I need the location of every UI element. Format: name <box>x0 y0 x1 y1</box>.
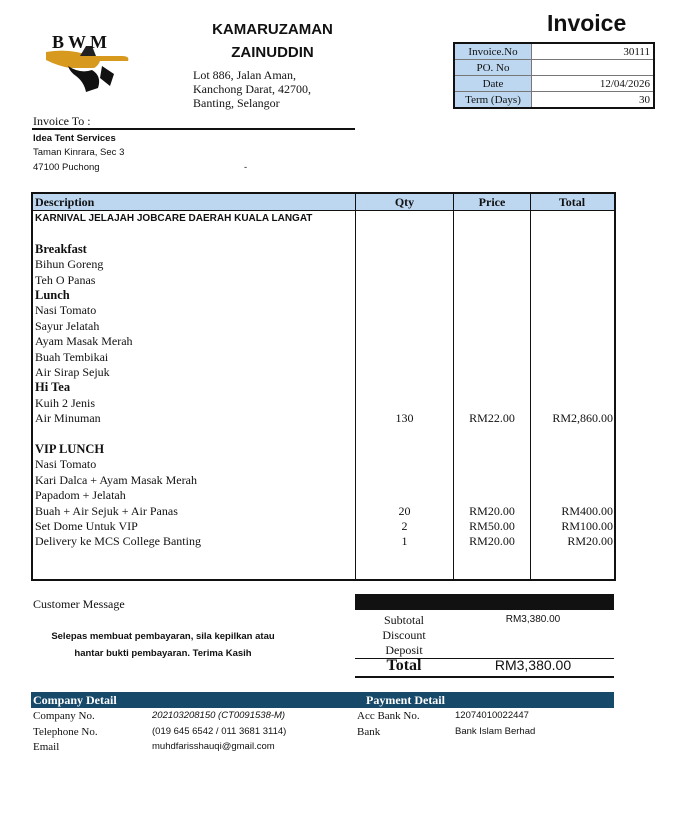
customer-message-label: Customer Message <box>33 597 125 611</box>
qty-cell: 1 <box>401 534 408 549</box>
total-cell: RM100.00 <box>561 519 613 533</box>
bank-value: Bank Islam Berhad <box>455 726 536 737</box>
items-table <box>31 192 616 581</box>
table-row <box>33 427 614 442</box>
table-row <box>33 457 614 472</box>
discount-label: Discount <box>382 628 426 642</box>
total-value: RM3,380.00 <box>494 657 572 673</box>
table-row <box>33 211 614 226</box>
address-line: Kanchong Darat, 42700, <box>193 82 311 96</box>
payment-detail-header: Payment Detail <box>366 693 445 707</box>
header-qty: Qty <box>394 195 415 209</box>
meta-label: Date <box>454 76 532 92</box>
table-row <box>33 242 614 257</box>
total-cell: RM400.00 <box>561 503 613 518</box>
subtotal-label: Subtotal <box>383 613 424 627</box>
qty-cell: 2 <box>401 519 408 533</box>
total-label: Total <box>386 657 422 674</box>
acc-bank-label: Acc Bank No. <box>357 710 420 722</box>
divider <box>355 676 614 678</box>
telephone-label: Telephone No. <box>33 726 98 738</box>
total-cell: RM20.00 <box>567 534 613 549</box>
customer-name: Idea Tent Services <box>33 133 116 144</box>
company-address <box>193 68 311 110</box>
qty-cell: 20 <box>398 503 411 518</box>
header-description: Description <box>35 195 95 209</box>
table-row <box>33 334 614 349</box>
invoice-to-label: Invoice To : <box>33 114 91 128</box>
company-no-label: Company No. <box>33 710 95 722</box>
table-row <box>33 350 614 365</box>
customer-mark: - <box>244 162 248 173</box>
table-row <box>33 488 614 503</box>
description-cell: Buah + Air Sejuk + Air Panas <box>35 503 178 518</box>
qty-cell: 130 <box>395 411 414 426</box>
subtotal-value: RM3,380.00 <box>505 614 561 625</box>
price-cell: RM20.00 <box>469 503 515 518</box>
po-number <box>532 60 655 76</box>
meta-label: PO. No <box>454 60 532 76</box>
description-cell: Sayur Jelatah <box>35 318 100 333</box>
telephone-value: (019 645 6542 / 011 3681 3114) <box>152 726 287 737</box>
company-name: KAMARUZAMAN ZAINUDDIN <box>212 21 333 61</box>
bank-label: Bank <box>357 726 381 738</box>
description-cell: Ayam Masak Merah <box>35 334 133 349</box>
logo-sleeve-shape <box>68 66 99 92</box>
description-cell: Air Minuman <box>35 411 101 426</box>
meta-row <box>454 92 654 109</box>
invoice-title: Invoice <box>547 10 627 36</box>
totals-header-bar <box>355 594 614 610</box>
description-cell: Kuih 2 Jenis <box>35 395 95 410</box>
customer-address-line: Taman Kinrara, Sec 3 <box>33 147 125 158</box>
table-row <box>33 473 614 488</box>
table-row <box>33 442 614 457</box>
description-cell: Nasi Tomato <box>35 303 97 318</box>
invoice-number: 30111 <box>532 43 655 60</box>
acc-bank-value: 12074010022447 <box>455 710 529 721</box>
email-value: muhdfarisshauqi@gmail.com <box>152 741 275 752</box>
table-row <box>33 519 614 534</box>
table-row <box>33 504 614 519</box>
email-label: Email <box>33 741 60 753</box>
description-cell: Lunch <box>35 288 70 302</box>
footer-header-bar <box>31 692 614 708</box>
meta-label: Invoice.No <box>454 43 532 60</box>
address-line: Banting, Selangor <box>193 96 280 110</box>
description-cell: Air Sirap Sejuk <box>35 365 110 379</box>
description-cell: Buah Tembikai <box>35 349 109 364</box>
invoice-date: 12/04/2026 <box>532 76 655 92</box>
company-no-value: 202103208150 (CT0091538-M) <box>152 710 286 721</box>
description-cell: Breakfast <box>35 241 87 256</box>
description-cell: Kari Dalca + Ayam Masak Merah <box>35 472 197 487</box>
description-cell: Hi Tea <box>35 380 71 395</box>
table-row <box>33 365 614 380</box>
price-cell: RM22.00 <box>469 411 515 426</box>
table-row <box>33 319 614 334</box>
description-cell: Teh O Panas <box>35 272 96 287</box>
meta-row <box>454 60 654 76</box>
table-row <box>33 226 614 241</box>
table-row <box>33 257 614 272</box>
customer-message-text: Selepas membuat pembayaran, sila kepilkan atau hantar bukti pembayaran. Terima Kasih <box>51 631 275 659</box>
header-total: Total <box>558 195 586 209</box>
divider <box>32 128 355 130</box>
term-days: 30 <box>532 92 655 109</box>
customer-address-line: 47100 Puchong <box>33 162 100 173</box>
company-detail-header: Company Detail <box>33 693 117 707</box>
table-row <box>33 288 614 303</box>
description-cell: Papadom + Jelatah <box>35 488 126 503</box>
description-cell: Set Dome Untuk VIP <box>35 519 138 533</box>
table-row <box>33 411 614 426</box>
table-row <box>33 273 614 288</box>
deposit-label: Deposit <box>385 643 423 657</box>
description-cell: Nasi Tomato <box>35 457 97 472</box>
header-price: Price <box>478 195 506 209</box>
table-row <box>33 396 614 411</box>
meta-label: Term (Days) <box>454 92 532 109</box>
price-cell: RM50.00 <box>469 519 515 533</box>
table-row <box>33 380 614 395</box>
address-line: Lot 886, Jalan Aman, <box>193 68 296 82</box>
meta-row <box>454 76 654 92</box>
invoice-meta-table <box>453 42 655 109</box>
description-cell: VIP LUNCH <box>35 442 105 456</box>
total-cell: RM2,860.00 <box>552 411 613 426</box>
description-cell: Delivery ke MCS College Banting <box>35 534 201 549</box>
table-row <box>33 534 614 549</box>
description-cell: KARNIVAL JELAJAH JOBCARE DAERAH KUALA LANGAT <box>35 213 313 224</box>
logo-text: BWM <box>52 32 111 52</box>
description-cell: Bihun Goreng <box>35 257 104 272</box>
price-cell: RM20.00 <box>469 534 515 549</box>
table-row <box>33 303 614 318</box>
meta-row <box>454 43 654 60</box>
